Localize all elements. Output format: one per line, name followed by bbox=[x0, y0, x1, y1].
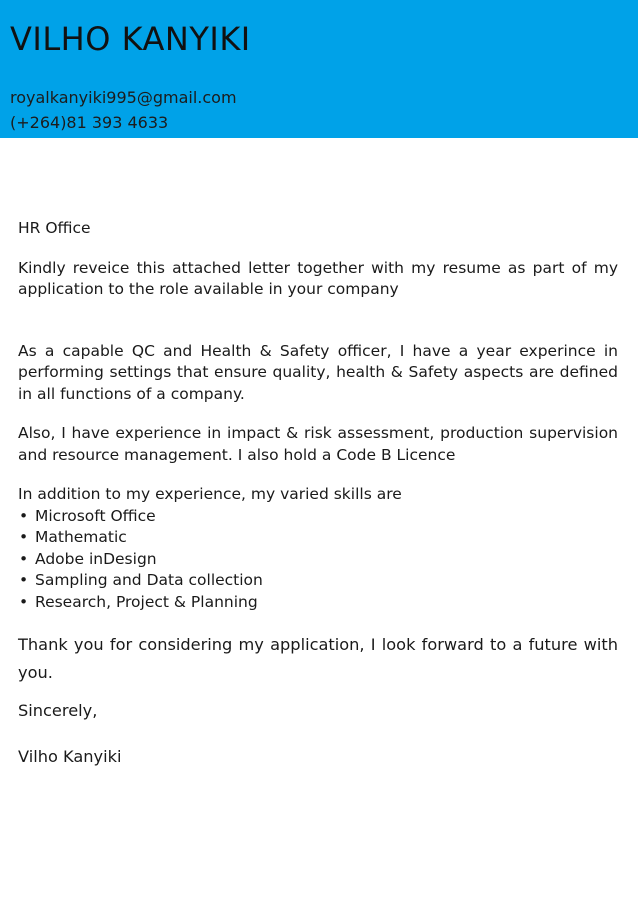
skill-item bbox=[18, 527, 618, 549]
skill-label: Sampling and Data collection bbox=[35, 571, 263, 589]
bullet-icon: • bbox=[19, 528, 29, 546]
skills-list bbox=[18, 506, 618, 614]
experience-paragraph: As a capable QC and Health & Safety officer, I have a year experince in performing settings that ensure quality, health & Safety aspects are defined in all functions of a company. bbox=[18, 341, 618, 403]
letter-body bbox=[18, 218, 618, 771]
bullet-icon: • bbox=[19, 592, 29, 611]
phone-number: (+264)81 393 4633 bbox=[10, 113, 169, 132]
email-address: royalkanyiki995@gmail.com bbox=[10, 88, 237, 107]
recipient-line: HR Office bbox=[18, 219, 91, 237]
bullet-icon: • bbox=[19, 571, 29, 589]
skill-item bbox=[18, 549, 618, 571]
header-banner bbox=[0, 0, 638, 138]
bullet-icon: • bbox=[19, 549, 29, 568]
skill-label: Mathematic bbox=[35, 528, 127, 546]
intro-paragraph: Kindly reveice this attached letter together with my resume as part of my application to the role available in your company bbox=[18, 258, 618, 298]
skill-item bbox=[18, 506, 618, 528]
skills-intro: In addition to my experience, my varied skills are bbox=[18, 485, 402, 503]
skill-label: Research, Project & Planning bbox=[35, 592, 258, 611]
applicant-name: VILHO KANYIKI bbox=[10, 20, 251, 58]
signature-name: Vilho Kanyiki bbox=[18, 747, 122, 766]
skill-label: Adobe inDesign bbox=[35, 549, 157, 568]
skill-item bbox=[18, 570, 618, 592]
thanks-paragraph: Thank you for considering my application, I look forward to a future with you. bbox=[18, 635, 618, 682]
skill-label: Microsoft Office bbox=[35, 506, 156, 525]
additional-experience-paragraph: Also, I have experience in impact & risk assessment, production supervision and resource management. I also hold a Code B Licence bbox=[18, 424, 618, 464]
skill-item bbox=[18, 592, 618, 614]
closing-line: Sincerely, bbox=[18, 701, 98, 720]
bullet-icon: • bbox=[19, 506, 29, 525]
